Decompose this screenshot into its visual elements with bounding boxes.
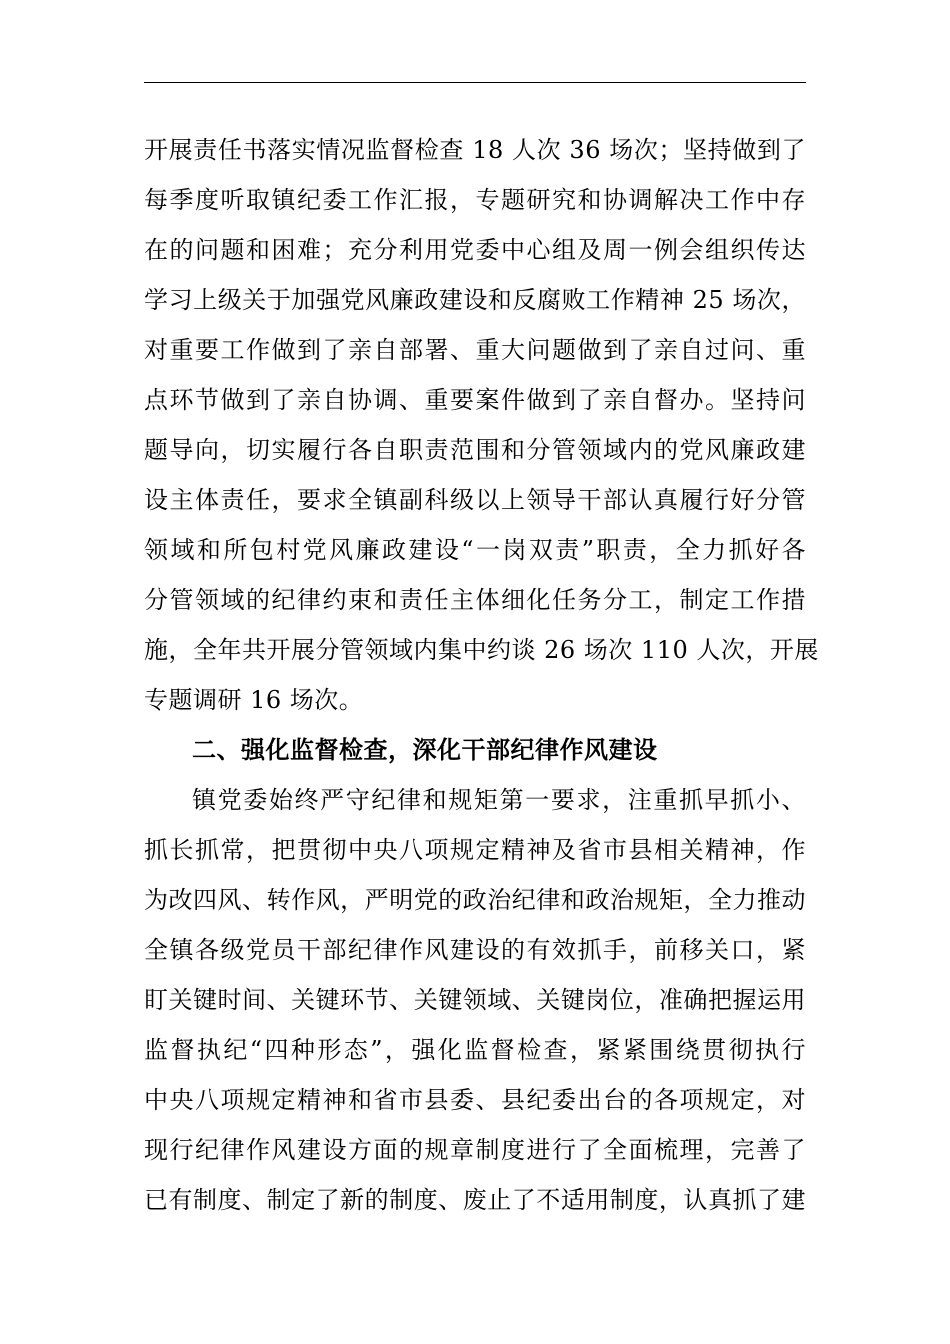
text-line: 开展责任书落实情况监督检查 18 人次 36 场次；坚持做到了 bbox=[144, 136, 806, 164]
text-line: 施，全年共开展分管领域内集中约谈 26 场次 110 人次，开展 bbox=[144, 636, 819, 664]
section-heading: 二、强化监督检查，深化干部纪律作风建设 bbox=[192, 736, 658, 764]
text-line: 为改四风、转作风，严明党的政治纪律和政治规矩，全力推动 bbox=[144, 886, 806, 914]
document-body bbox=[144, 125, 819, 1225]
text-line: 盯关键时间、关键环节、关键领域、关键岗位，准确把握运用 bbox=[144, 986, 806, 1014]
text-line: 已有制度、制定了新的制度、废止了不适用制度，认真抓了建 bbox=[144, 1186, 806, 1214]
text-line: 每季度听取镇纪委工作汇报，专题研究和协调解决工作中存 bbox=[144, 186, 806, 214]
text-line: 领域和所包村党风廉政建设“一岗双责”职责，全力抓好各 bbox=[144, 536, 806, 564]
text-line: 镇党委始终严守纪律和规矩第一要求，注重抓早抓小、 bbox=[192, 786, 806, 814]
text-line: 抓长抓常，把贯彻中央八项规定精神及省市县相关精神，作 bbox=[144, 836, 806, 864]
text-line: 题导向，切实履行各自职责范围和分管领域内的党风廉政建 bbox=[144, 436, 806, 464]
text-line: 现行纪律作风建设方面的规章制度进行了全面梳理，完善了 bbox=[144, 1136, 806, 1164]
text-line: 中央八项规定精神和省市县委、县纪委出台的各项规定，对 bbox=[144, 1086, 806, 1114]
text-line: 全镇各级党员干部纪律作风建设的有效抓手，前移关口，紧 bbox=[144, 936, 806, 964]
text-line: 学习上级关于加强党风廉政建设和反腐败工作精神 25 场次， bbox=[144, 286, 806, 314]
text-line: 对重要工作做到了亲自部署、重大问题做到了亲自过问、重 bbox=[144, 336, 806, 364]
header-rule bbox=[144, 82, 806, 83]
text-line: 在的问题和困难；充分利用党委中心组及周一例会组织传达 bbox=[144, 236, 806, 264]
text-line: 设主体责任，要求全镇副科级以上领导干部认真履行好分管 bbox=[144, 486, 806, 514]
text-line: 监督执纪“四种形态”，强化监督检查，紧紧围绕贯彻执行 bbox=[144, 1036, 806, 1064]
text-line: 点环节做到了亲自协调、重要案件做到了亲自督办。坚持问 bbox=[144, 386, 806, 414]
text-line: 分管领域的纪律约束和责任主体细化任务分工，制定工作措 bbox=[144, 586, 806, 614]
text-line: 专题调研 16 场次。 bbox=[144, 686, 364, 714]
